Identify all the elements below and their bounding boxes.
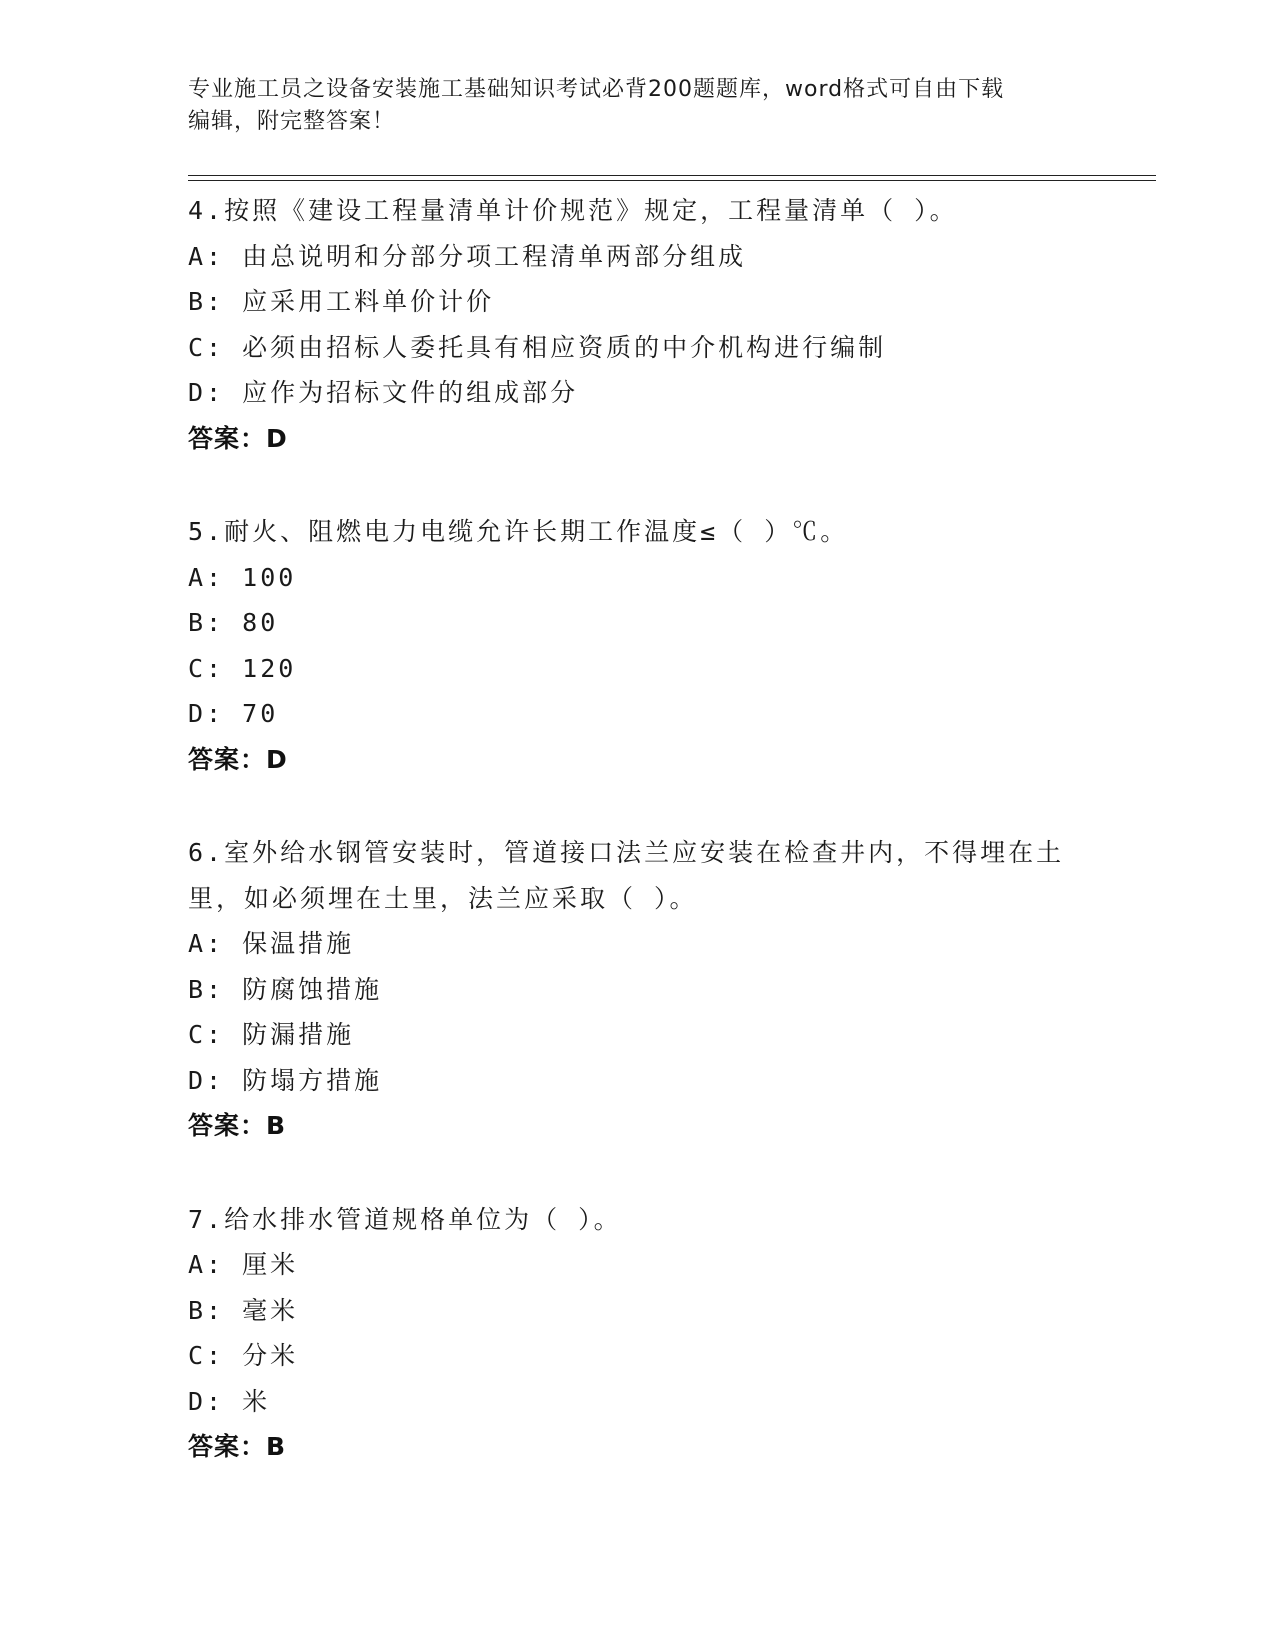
option-b: B: 防腐蚀措施: [188, 974, 383, 1004]
question-list: [188, 188, 1088, 1518]
question-item: [188, 830, 1088, 1149]
question-item: [188, 1197, 1088, 1470]
option-b: B: 应采用工料单价计价: [188, 287, 495, 316]
option-b: B: 80: [188, 608, 279, 637]
question-stem: 6.室外给水钢管安装时，管道接口法兰应安装在检查井内，不得埋在土里，如必须埋在土里，法兰应采取（ ）。: [188, 838, 1065, 913]
question-item: [188, 188, 1088, 461]
option-a: A: 100: [188, 562, 297, 592]
question-answer: 答案：B: [188, 1432, 287, 1461]
option-a: A: 由总说明和分部分项工程清单两部分组成: [188, 241, 747, 271]
option-a: A: 厘米: [188, 1250, 299, 1279]
header-title-line-1: 专业施工员之设备安装施工基础知识考试必背200题题库，word格式可自由下载: [188, 77, 1005, 102]
option-b: B: 毫米: [188, 1295, 299, 1325]
option-a: A: 保温措施: [188, 929, 355, 958]
option-d: D: 防塌方措施: [188, 1065, 383, 1095]
option-c: C: 必须由招标人委托具有相应资质的中介机构进行编制: [188, 332, 887, 362]
option-d: D: 应作为招标文件的组成部分: [188, 378, 579, 407]
option-d: D: 70: [188, 699, 279, 728]
option-d: D: 米: [188, 1386, 271, 1416]
question-answer: 答案：D: [188, 744, 288, 774]
option-c: C: 防漏措施: [188, 1020, 355, 1049]
question-stem: 5.耐火、阻燃电力电缆允许长期工作温度≤（ ）℃。: [188, 517, 849, 546]
option-c: C: 120: [188, 653, 297, 683]
header-divider-bottom: [188, 180, 1156, 181]
question-stem: 7.给水排水管道规格单位为（ ）。: [188, 1204, 622, 1234]
option-c: C: 分米: [188, 1341, 299, 1370]
question-answer: 答案：B: [188, 1111, 287, 1140]
question-item: [188, 509, 1088, 782]
document-header: [188, 74, 1068, 138]
question-stem: 4.按照《建设工程量清单计价规范》规定，工程量清单（ ）。: [188, 196, 958, 225]
header-divider-top: [188, 175, 1156, 176]
question-answer: 答案：D: [188, 423, 288, 453]
header-title-line-2: 编辑，附完整答案！: [188, 109, 396, 134]
